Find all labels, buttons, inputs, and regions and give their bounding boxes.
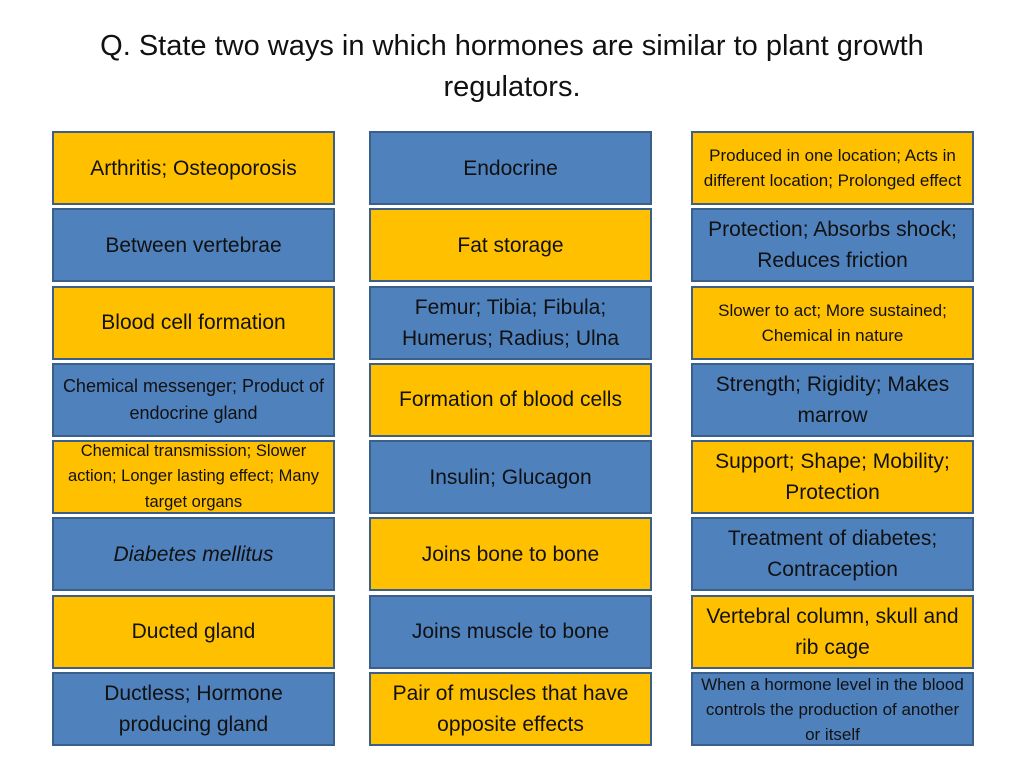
question-title: Q. State two ways in which hormones are similar to plant growth regulators. (100, 30, 924, 103)
card-column-2 (369, 131, 652, 749)
answer-card[interactable] (369, 672, 652, 746)
answer-card[interactable] (691, 286, 974, 360)
card-column-3 (691, 131, 974, 749)
answer-card-text: Endocrine (463, 156, 558, 180)
answer-card-text: Joins muscle to bone (411, 620, 610, 644)
answer-card-text: Insulin; Glucagon (429, 465, 592, 489)
answer-card-text: Support; Shape; Mobility; Protection (715, 450, 950, 505)
answer-card[interactable] (52, 286, 335, 360)
answer-card-text: Protection; Absorbs shock; Reduces friction (708, 218, 957, 273)
answer-card[interactable] (691, 440, 974, 514)
answer-card[interactable] (691, 131, 974, 205)
answer-card-text: Femur; Tibia; Fibula; Humerus; Radius; Ulna (401, 295, 620, 350)
answer-card-text: Chemical messenger; Product of endocrine gland (62, 375, 325, 423)
card-column-1 (52, 131, 335, 749)
answer-card-text: Diabetes mellitus (113, 542, 274, 566)
answer-card-text: Between vertebrae (105, 233, 282, 257)
answer-card[interactable] (52, 440, 335, 514)
answer-card-text: Formation of blood cells (399, 388, 622, 412)
answer-card-text: Blood cell formation (101, 311, 286, 335)
answer-card-text: Slower to act; More sustained; Chemical in nature (718, 300, 947, 345)
answer-card[interactable] (369, 440, 652, 514)
answer-card[interactable] (52, 131, 335, 205)
answer-card[interactable] (691, 672, 974, 746)
answer-card[interactable] (691, 363, 974, 437)
answer-card[interactable] (369, 517, 652, 591)
answer-card[interactable] (52, 672, 335, 746)
answer-card-text: Produced in one location; Acts in different location; Prolonged effect (703, 146, 962, 190)
answer-card[interactable] (369, 363, 652, 437)
answer-card-text: Vertebral column, skull and rib cage (706, 604, 959, 659)
answer-card-text: Arthritis; Osteoporosis (90, 156, 297, 180)
answer-card-text: Joins bone to bone (421, 542, 600, 566)
answer-card-text: When a hormone level in the blood controls the production of another or itself (701, 674, 964, 744)
answer-card-text: Fat storage (457, 233, 564, 257)
answer-card[interactable] (369, 595, 652, 669)
answer-card[interactable] (369, 286, 652, 360)
answer-card[interactable] (52, 208, 335, 282)
answer-card[interactable] (691, 517, 974, 591)
answer-card-text: Pair of muscles that have opposite effects (392, 682, 629, 737)
answer-card[interactable] (369, 131, 652, 205)
answer-card[interactable] (52, 595, 335, 669)
answer-card-text: Treatment of diabetes; Contraception (727, 527, 938, 582)
answer-card-text: Ducted gland (131, 620, 256, 644)
answer-card-text: Strength; Rigidity; Makes marrow (715, 372, 950, 427)
answer-card[interactable] (369, 208, 652, 282)
answer-card[interactable] (691, 208, 974, 282)
answer-card[interactable] (52, 363, 335, 437)
answer-card-text: Ductless; Hormone producing gland (104, 682, 283, 737)
answer-card[interactable] (691, 595, 974, 669)
answer-card-text: Chemical transmission; Slower action; Longer lasting effect; Many target organs (67, 441, 319, 511)
answer-card[interactable] (52, 517, 335, 591)
